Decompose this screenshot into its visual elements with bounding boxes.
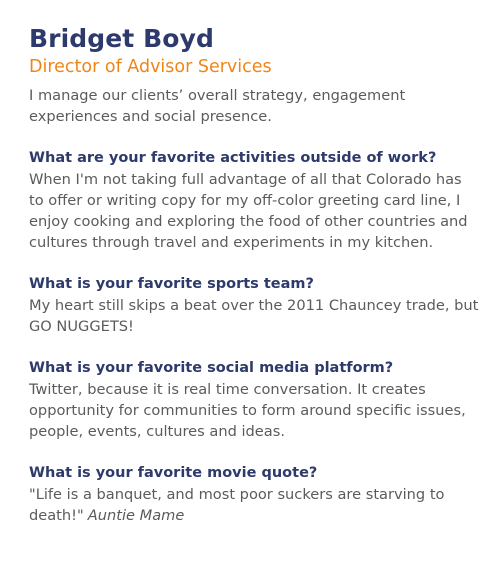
qa-item-social-media xyxy=(29,358,479,442)
question-movie-quote: What is your favorite movie quote? xyxy=(29,465,318,481)
qa-item-sports-team xyxy=(29,274,479,337)
profile-title: Director of Advisor Services xyxy=(29,57,272,77)
answer-sports-team: My heart still skips a beat over the 2011 Chauncey trade, but GO NUGGETS! xyxy=(29,297,479,335)
qa-item-activities xyxy=(29,148,479,253)
profile-name: Bridget Boyd xyxy=(29,24,214,53)
question-sports-team: What is your favorite sports team? xyxy=(29,276,314,292)
profile-card xyxy=(29,22,479,526)
question-social-media: What is your favorite social media platform? xyxy=(29,360,394,376)
answer-activities: When I'm not taking full advantage of all that Colorado has to offer or writing copy for my off-color greeting card line, I enjoy cooking and exploring the food of other countries and cultures through travel and experiments in my kitchen. xyxy=(29,171,468,251)
question-activities: What are your favorite activities outside of work? xyxy=(29,150,437,166)
answer-social-media: Twitter, because it is real time conversation. It creates opportunity for communities to form around specific issues, people, events, cultures and ideas. xyxy=(29,381,466,440)
movie-quote-text: "Life is a banquet, and most poor suckers are starving to death!" xyxy=(29,486,445,524)
movie-quote-attribution: Auntie Mame xyxy=(87,507,185,524)
answer-movie-quote xyxy=(29,484,479,526)
profile-intro: I manage our clients’ overall strategy, engagement experiences and social presence. xyxy=(29,87,406,125)
qa-item-movie-quote xyxy=(29,463,479,526)
